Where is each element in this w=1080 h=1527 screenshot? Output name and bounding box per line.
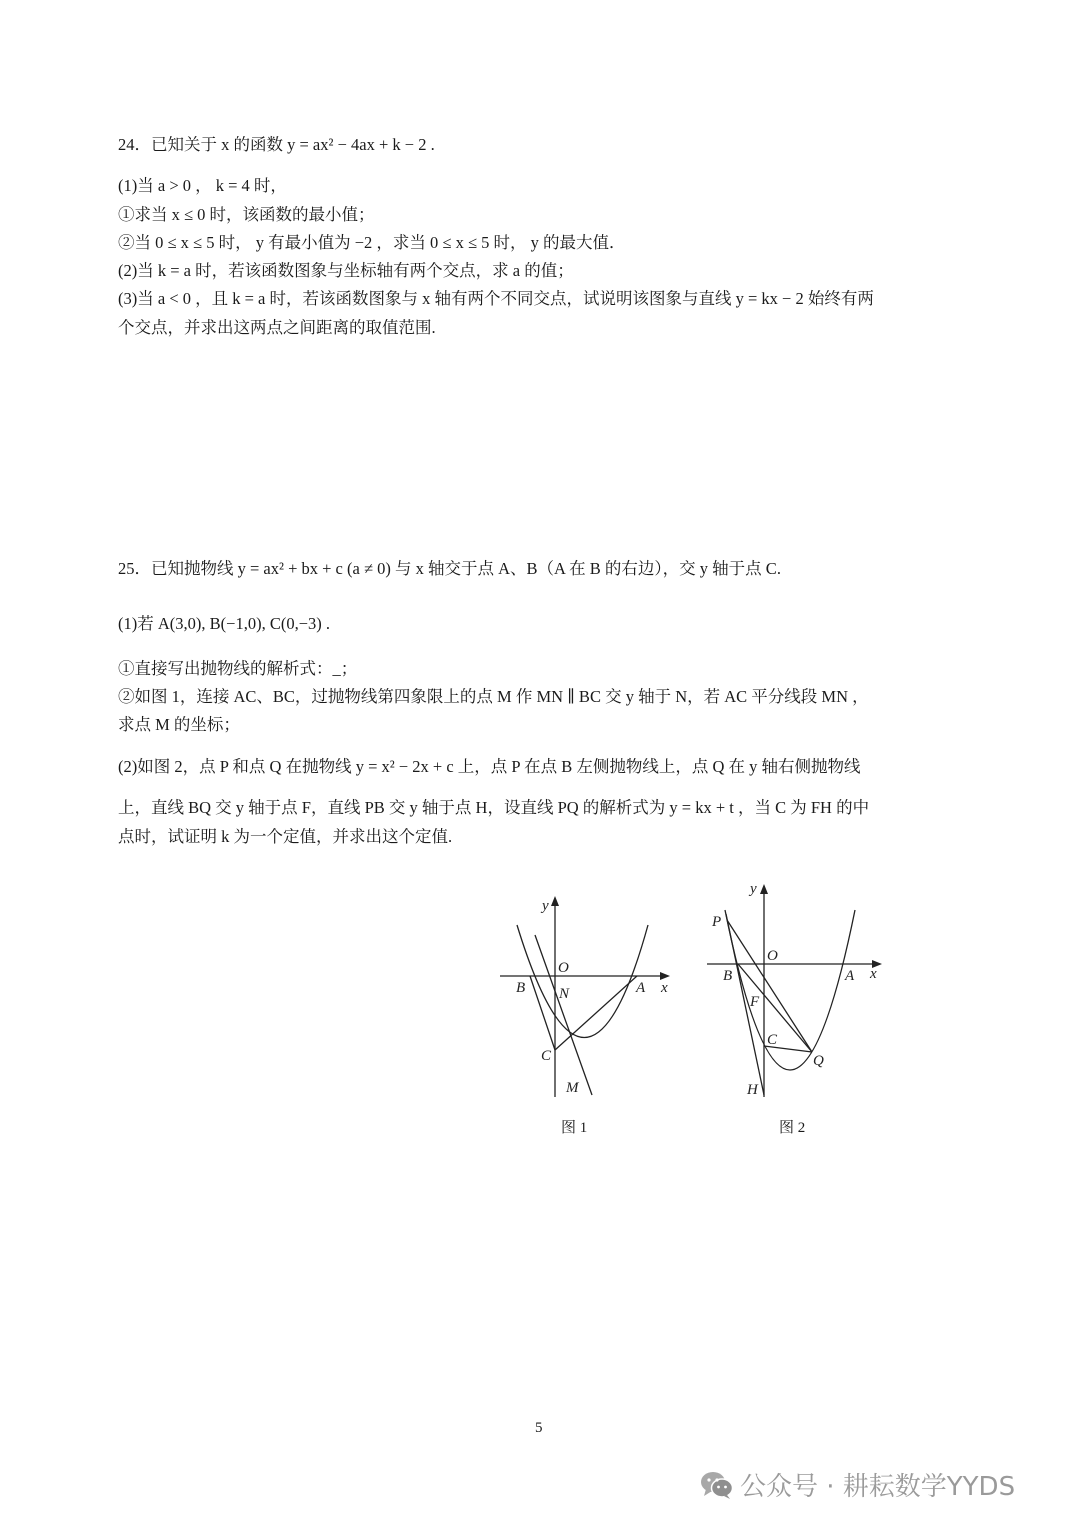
label-y: y [750, 881, 757, 897]
label-B: B [516, 980, 526, 996]
q24-part1-i: ①求当 x ≤ 0 时，该函数的最小值； [118, 205, 375, 224]
q25-part1-ii-line2: 求点 M 的坐标； [118, 715, 240, 734]
x-axis-arrow [660, 972, 670, 980]
label-A: A [845, 968, 855, 984]
watermark [700, 1466, 1015, 1503]
q24-part3-line1: (3)当 a < 0 ，且 k = a 时，若该函数图象与 x 轴有两个不同交点，试说明该图象与直线 y = kx − 2 始终有两 [118, 289, 874, 308]
label-x: x [870, 966, 877, 982]
label-x: x [661, 980, 668, 996]
label-B: B [723, 968, 733, 984]
label-C: C [767, 1032, 778, 1048]
q24-part1: (1)当 a > 0 ， k = 4 时， [118, 176, 287, 195]
label-O: O [558, 960, 569, 976]
label-y: y [542, 898, 549, 914]
q24-part1-ii: ②当 0 ≤ x ≤ 5 时， y 有最小值为 −2 ，求当 0 ≤ x ≤ 5 时， y 的最大值． [118, 233, 626, 252]
q25-part1-ii-line1: ②如图 1，连接 AC、BC，过抛物线第四象限上的点 M 作 MN ∥ BC 交 y 轴于 N，若 AC 平分线段 MN ， [118, 687, 869, 706]
q24-part2: (2)当 k = a 时，若该函数图象与坐标轴有两个交点，求 a 的值； [118, 261, 574, 280]
q25-part2-line3: 点时，试证明 k 为一个定值，并求出这个定值. [118, 827, 453, 846]
q24-part3-line2: 个交点，并求出这两点之间距离的取值范围. [118, 318, 436, 337]
label-C: C [541, 1048, 552, 1064]
figure-2-caption: 图 2 [779, 1120, 806, 1136]
y-axis-arrow [760, 884, 768, 894]
label-H: H [747, 1082, 758, 1098]
label-M: M [566, 1080, 579, 1096]
label-P: P [712, 914, 722, 930]
label-N: N [559, 986, 570, 1002]
segment-bc [530, 976, 555, 1050]
label-F: F [750, 994, 760, 1010]
figure-2 [695, 875, 895, 1105]
q25-part1: (1)若 A(3,0), B(−1,0), C(0,−3) . [118, 614, 330, 633]
figure-1-caption: 图 1 [561, 1120, 588, 1136]
q25-stem: 25．已知抛物线 y = ax² + bx + c (a ≠ 0) 与 x 轴交于点 A、B（A 在 B 的右边），交 y 轴于点 C. [118, 559, 781, 578]
parabola [517, 925, 648, 1038]
q25-part2-line1: (2)如图 2，点 P 和点 Q 在抛物线 y = x² − 2x + c 上，点 P 在点 B 左侧抛物线上，点 Q 在 y 轴右侧抛物线 [118, 757, 861, 776]
q25-part1-i: ①直接写出抛物线的解析式：_； [118, 659, 358, 678]
q24-stem: 24．已知关于 x 的函数 y = ax² − 4ax + k − 2 . [118, 135, 435, 154]
label-Q: Q [813, 1053, 824, 1069]
label-O: O [767, 948, 778, 964]
parabola [725, 910, 855, 1070]
label-A: A [636, 980, 646, 996]
figure-1 [490, 880, 690, 1110]
watermark-text: 公众号 · 耕耘数学YYDS [740, 1472, 1016, 1502]
y-axis-arrow [551, 896, 559, 906]
wechat-icon [700, 1470, 734, 1500]
q25-part2-line2: 上，直线 BQ 交 y 轴于点 F，直线 PB 交 y 轴于点 H，设直线 PQ 的解析式为 y = kx + t ，当 C 为 FH 的中 [118, 798, 870, 817]
page-number: 5 [535, 1420, 543, 1436]
